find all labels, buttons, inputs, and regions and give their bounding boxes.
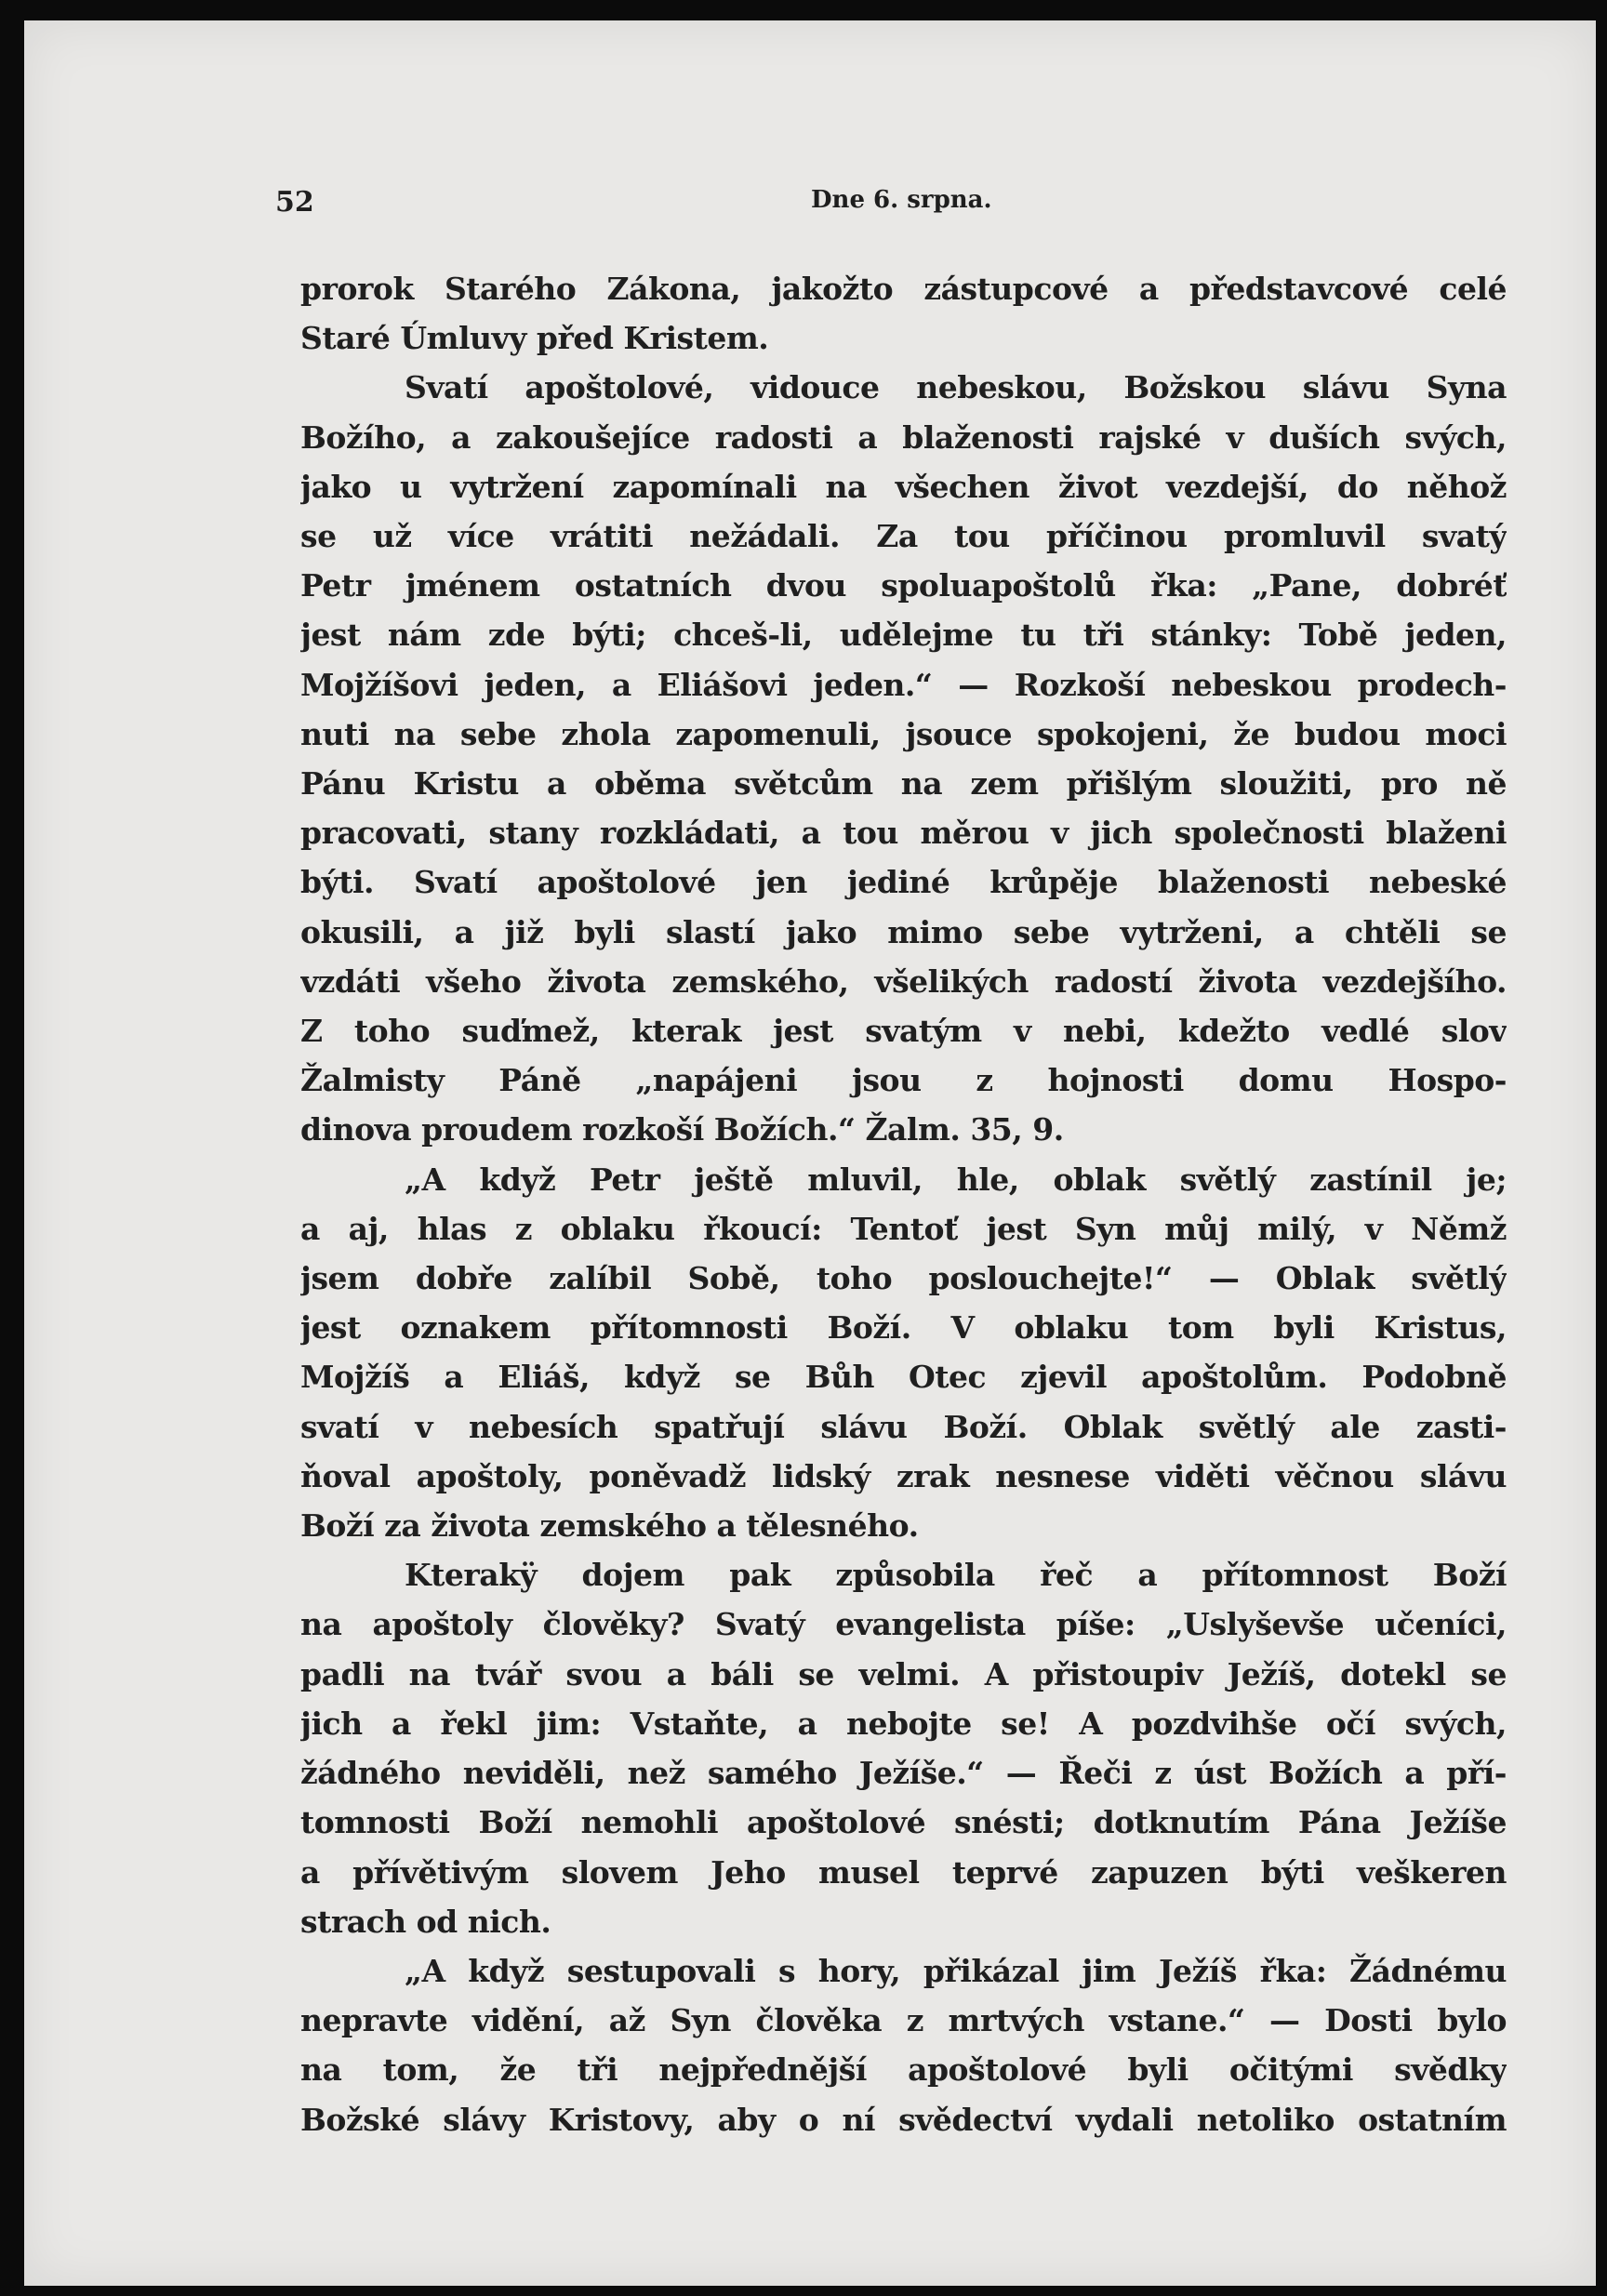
text-line: prorok Starého Zákona, jakožto zástupcové a představcové celé bbox=[300, 271, 1507, 307]
text-line: strach od nich. bbox=[300, 1903, 551, 1940]
text-line: Pánu Kristu a oběma světcům na zem přišlým sloužiti, pro ně bbox=[300, 765, 1507, 803]
text-line: Mojžíš a Eliáš, když se Bůh Otec zjevil apoštolům. Podobně bbox=[300, 1359, 1507, 1396]
text-line: tomnosti Boží nemohli apoštolové snésti; dotknutím Pána Ježíše bbox=[300, 1804, 1507, 1841]
text-line: na tom, že tři nejpřednější apoštolové byli očitými svědky bbox=[300, 2051, 1507, 2089]
page-number: 52 bbox=[275, 186, 314, 219]
book-page bbox=[24, 20, 1596, 2286]
text-line: ňoval apoštoly, poněvadž lidský zrak nesnese viděti věčnou slávu bbox=[300, 1457, 1507, 1494]
text-line: nepravte vidění, až Syn člověka z mrtvých vstane.“ — Dosti bylo bbox=[300, 2002, 1507, 2039]
text-line: a aj, hlas z oblaku řkoucí: Tentoť jest Syn můj milý, v Němž bbox=[300, 1210, 1507, 1247]
text-line: okusili, a již byli slastí jako mimo sebe vytrženi, a chtěli se bbox=[300, 913, 1507, 950]
text-line: nuti na sebe zhola zapomenuli, jsouce spokojeni, že budou moci bbox=[300, 715, 1507, 752]
text-line: svatí v nebesích spatřují slávu Boží. Oblak světlý ale zasti- bbox=[300, 1408, 1507, 1445]
text-line: a přívětivým slovem Jeho musel teprvé zapuzen býti veškeren bbox=[300, 1853, 1507, 1891]
text-line: Staré Úmluvy před Kristem. bbox=[300, 320, 769, 357]
text-line: vzdáti všeho života zemského, všelikých radostí života vezdejšího. bbox=[300, 962, 1507, 1000]
text-line: se už více vrátiti nežádali. Za tou příčinou promluvil svatý bbox=[300, 518, 1507, 555]
text-line: jest oznakem přítomnosti Boží. V oblaku tom byli Kristus, bbox=[300, 1309, 1507, 1347]
text-line: „A když Petr ještě mluvil, hle, oblak světlý zastínil je; bbox=[405, 1161, 1507, 1198]
text-line: pracovati, stany rozkládati, a tou měrou v jich společnosti blaženi bbox=[300, 815, 1507, 852]
text-line: Petr jménem ostatních dvou spoluapoštolů řka: „Pane, dobréť bbox=[300, 567, 1507, 604]
running-head: Dne 6. srpna. bbox=[811, 186, 992, 214]
body-text bbox=[300, 264, 1507, 2144]
text-line: jich a řekl jim: Vstaňte, a nebojte se! A pozdvihše očí svých, bbox=[300, 1705, 1507, 1742]
text-line: žádného neviděli, než samého Ježíše.“ — Řeči z úst Božích a pří- bbox=[300, 1755, 1507, 1792]
text-line: padli na tvář svou a báli se velmi. A přistoupiv Ježíš, dotekl se bbox=[300, 1655, 1507, 1692]
text-line: Žalmisty Páně „napájeni jsou z hojnosti domu Hospo- bbox=[300, 1062, 1507, 1099]
text-line: dinova proudem rozkoší Božích.“ Žalm. 35, 9. bbox=[300, 1111, 1064, 1148]
text-line: Svatí apoštolové, vidouce nebeskou, Božskou slávu Syna bbox=[405, 369, 1507, 406]
page-header bbox=[275, 186, 1019, 227]
text-line: Boží za života zemského a tělesného. bbox=[300, 1507, 919, 1545]
text-line: „A když sestupovali s hory, přikázal jim Ježíš řka: Žádnému bbox=[405, 1952, 1507, 1989]
text-line: na apoštoly člověky? Svatý evangelista píše: „Uslyševše učeníci, bbox=[300, 1606, 1507, 1643]
text-line: jest nám zde býti; chceš-li, udělejme tu tři stánky: Tobě jeden, bbox=[300, 617, 1507, 654]
text-line: Kterakÿ dojem pak způsobila řeč a přítomnost Boží bbox=[405, 1557, 1507, 1594]
text-line: býti. Svatí apoštolové jen jediné krůpěje blaženosti nebeské bbox=[300, 864, 1507, 901]
text-line: Mojžíšovi jeden, a Eliášovi jeden.“ — Rozkoší nebeskou prodech- bbox=[300, 666, 1507, 703]
text-line: Z toho suďmež, kterak jest svatým v nebi, kdežto vedlé slov bbox=[300, 1013, 1507, 1050]
text-line: Božího, a zakoušejíce radosti a blaženosti rajské v duších svých, bbox=[300, 418, 1507, 456]
text-line: jako u vytržení zapomínali na všechen život vezdejší, do něhož bbox=[300, 468, 1507, 505]
text-line: jsem dobře zalíbil Sobě, toho poslouchejte!“ — Oblak světlý bbox=[300, 1260, 1507, 1297]
text-line: Božské slávy Kristovy, aby o ní svědectví vydali netoliko ostatním bbox=[300, 2101, 1507, 2138]
